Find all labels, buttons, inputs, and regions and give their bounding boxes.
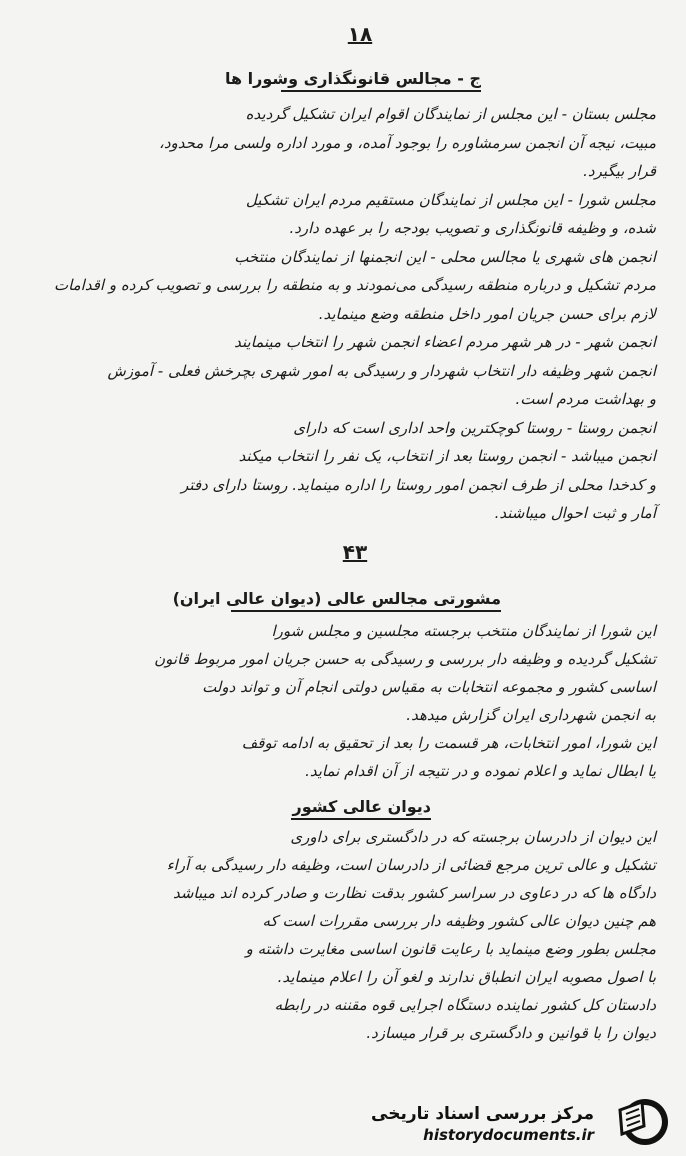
text-line: با اصول مصوبه ایران انطباق ندارند و لغو آن را اعلام مینماید. — [277, 968, 656, 986]
text-line: این شورا، امور انتخابات، هر قسمت را بعد از تحقیق به ادامه توقف — [241, 734, 656, 752]
text-line: لازم برای حسن جریان امور داخل منطقه وضع مینماید. — [318, 304, 656, 323]
text-line: انجمن روستا - روستا کوچکترین واحد اداری است که دارای — [293, 418, 656, 437]
text-line: مبیت، نیجه آن انجمن سرمشاوره را بوجود آمده، و مورد اداره ولسی مرا محدود، — [159, 133, 656, 152]
text-line: و بهداشت مردم است. — [515, 390, 656, 408]
text-line: تشکیل و عالی ترین مرجع قضائی از دادرسان است، وظیفه دار رسیدگی به آراء — [166, 856, 656, 874]
text-line: به انجمن شهرداری ایران گزارش میدهد. — [406, 706, 656, 724]
text-line: قرار بیگیرد. — [583, 162, 656, 180]
text-line: دادستان کل کشور نماینده دستگاه اجرایی قوه مقننه در رابطه — [274, 996, 656, 1014]
page-number: ۱۸ — [347, 22, 373, 46]
text-line: مجلس شورا - این مجلس از نمایندگان مستقیم مردم ایران تشکیل — [245, 190, 656, 209]
text-line: هم چنین دیوان عالی کشور وظیفه دار بررسی مقررات است که — [262, 912, 656, 930]
text-line: شده، و وظیفه قانونگذاری و تصویب بودجه را بر عهده دارد. — [289, 219, 656, 237]
text-line: مجلس بطور وضع مینماید با رعایت قانون اساسی مغایرت داشته و — [245, 940, 656, 958]
text-line: مردم تشکیل و درباره منطقه رسیدگی می‌نمودند و به منطقه را بررسی و تصویب کرده و اقدامات — [53, 276, 656, 294]
watermark-title: مرکز بررسی اسناد تاریخی — [371, 1104, 594, 1124]
text-line: این دیوان از دادرسان برجسته که در دادگستری برای داوری — [290, 828, 656, 846]
section2-heading: مشورتی مجالس عالی (دیوان عالی ایران) — [231, 588, 501, 612]
section1-heading: ج - مجالس قانونگذاری وشورا ها — [281, 68, 481, 92]
text-line: انجمن شهر وظیفه دار انتخاب شهردار و رسیدگی به امور شهری بچرخش فعلی - آموزش — [107, 361, 656, 380]
text-line: و کدخدا محلی از طرف انجمن امور روستا را اداره مینماید. روستا دارای دفتر — [181, 475, 656, 494]
watermark-url: historydocuments.ir — [423, 1126, 594, 1144]
section-number: ۴۳ — [342, 540, 368, 564]
text-line: مجلس بستان - این مجلس از نمایندگان اقوام ایران تشکیل گردیده — [245, 105, 656, 123]
text-line: اساسی کشور و مجموعه انتخابات به مقیاس دولتی انجام آن و تواند دولت — [202, 678, 656, 696]
text-line: این شورا از نمایندگان منتخب برجسته مجلسین و مجلس شورا — [271, 622, 656, 640]
document-archive-icon — [612, 1096, 672, 1148]
section3-heading: دیوان عالی کشور — [291, 796, 431, 820]
text-line: دیوان را با قوانین و دادگستری بر قرار میسازد. — [366, 1024, 656, 1042]
text-line: انجمن های شهری یا مجالس محلی - این انجمنها از نمایندگان منتخب — [234, 247, 656, 266]
text-line: انجمن میباشد - انجمن روستا بعد از انتخاب، یک نفر را انتخاب میکند — [238, 447, 656, 465]
text-line: دادگاه ها که در دعاوی در سراسر کشور بدقت نظارت و صادر کرده اند میباشد — [172, 884, 656, 902]
text-line: آمار و ثبت احوال میباشند. — [494, 504, 656, 522]
text-line: انجمن شهر - در هر شهر مردم اعضاء انجمن شهر را انتخاب مینمایند — [234, 333, 656, 351]
text-line: یا ابطال نماید و اعلام نموده و در نتیجه از آن اقدام نماید. — [305, 762, 656, 780]
text-line: تشکیل گردیده و وظیفه دار بررسی و رسیدگی به حسن جریان امور مربوط قانون — [154, 650, 656, 668]
